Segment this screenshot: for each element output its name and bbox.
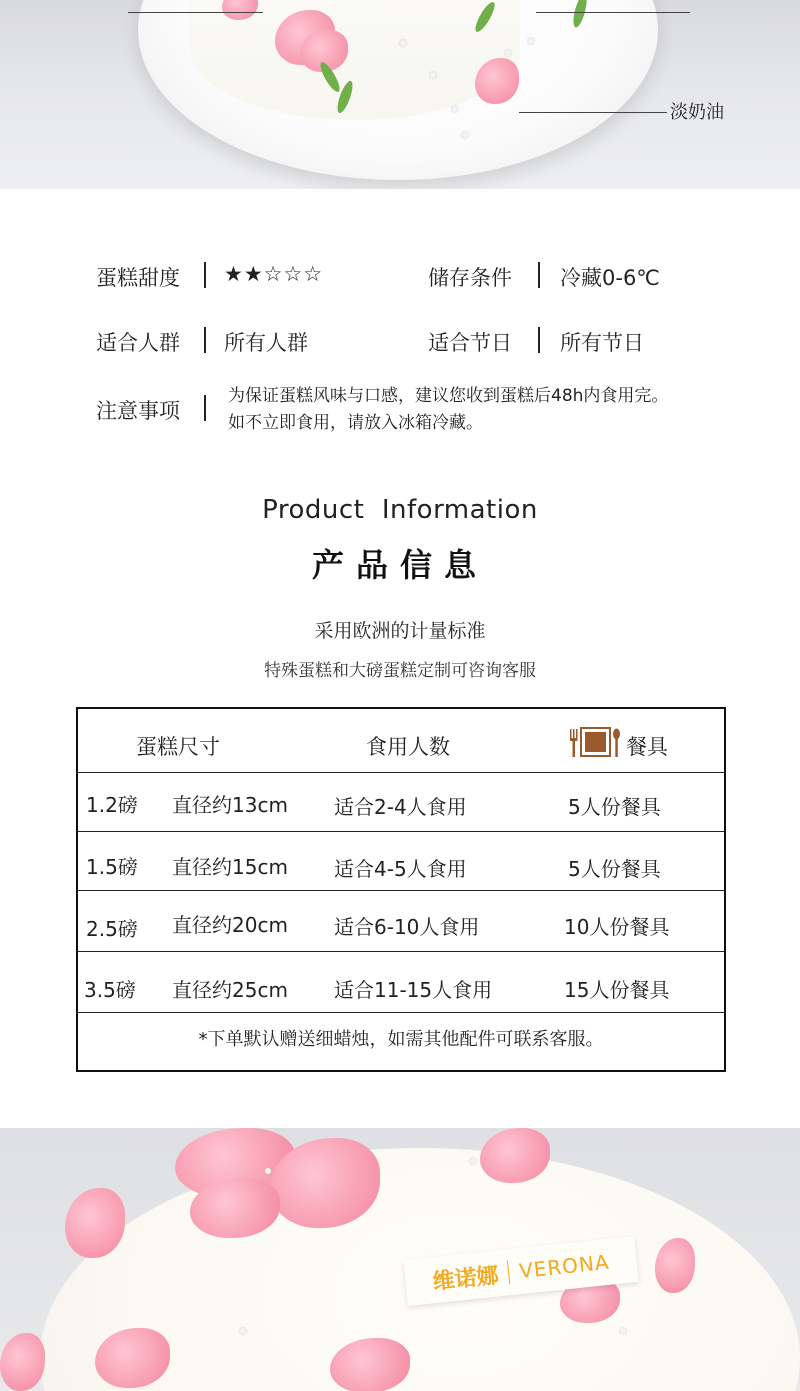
notice-line-2: 如不立即食用，请放入冰箱冷藏。: [228, 413, 483, 433]
pearl-decoration: [505, 50, 511, 56]
row-1-diameter: 直径约13cm: [172, 793, 288, 817]
row-4-tableware: 15人份餐具: [564, 978, 670, 1002]
row-2-diameter: 直径约15cm: [172, 855, 288, 879]
row-4-pounds: 3.5磅: [84, 978, 136, 1002]
pearl-decoration: [528, 38, 534, 44]
divider: [204, 395, 206, 421]
header-cake-size: 蛋糕尺寸: [136, 735, 220, 759]
divider: [538, 262, 540, 288]
notice-text: [228, 383, 788, 437]
table-footnote: *下单默认赠送细蜡烛，如需其他配件可联系客服。: [198, 1029, 604, 1050]
sweetness-stars: ★★☆☆☆: [224, 262, 324, 286]
divider: [204, 262, 206, 288]
pearl-decoration: [462, 132, 468, 138]
pearl-decoration: [620, 1328, 626, 1334]
row-3-tableware: 10人份餐具: [564, 915, 670, 939]
row-4-diameter: 直径约25cm: [172, 978, 288, 1002]
cream-callout-label: 淡奶油: [670, 102, 724, 123]
divider: [204, 327, 206, 353]
sweetness-label: 蛋糕甜度: [96, 266, 180, 290]
row-4-servings: 适合11-15人食用: [334, 978, 493, 1002]
petal-decoration: [0, 1333, 45, 1391]
pearl-decoration: [265, 1168, 271, 1174]
notice-label: 注意事项: [96, 399, 180, 423]
brand-separator: [507, 1260, 511, 1284]
row-1-servings: 适合2-4人食用: [334, 795, 467, 819]
row-2-pounds: 1.5磅: [86, 855, 138, 879]
row-3-pounds: 2.5磅: [86, 917, 138, 941]
table-divider: [78, 831, 724, 832]
size-table: [76, 707, 726, 1072]
row-2-servings: 适合4-5人食用: [334, 857, 467, 881]
pearl-decoration: [240, 1328, 246, 1334]
table-divider: [78, 890, 724, 891]
notice-line-1: 为保证蛋糕风味与口感，建议您收到蛋糕后48h内食用完。: [228, 386, 669, 406]
audience-value: 所有人群: [224, 331, 308, 355]
audience-label: 适合人群: [96, 331, 180, 355]
top-cake-photo: [0, 0, 800, 189]
row-2-tableware: 5人份餐具: [568, 857, 661, 881]
row-1-pounds: 1.2磅: [86, 793, 138, 817]
spoon-icon: [613, 729, 620, 758]
brand-name-cn: 维诺娜: [431, 1262, 500, 1295]
occasion-label: 适合节日: [428, 331, 512, 355]
row-3-diameter: 直径约20cm: [172, 913, 288, 937]
table-divider: [78, 951, 724, 952]
header-servings: 食用人数: [366, 735, 450, 759]
brand-name-en: VERONA: [517, 1249, 611, 1284]
measurement-standard-note: 采用欧洲的计量标准: [314, 620, 486, 642]
pearl-decoration: [400, 40, 406, 46]
fork-icon: [570, 729, 578, 757]
callout-line: [536, 12, 690, 13]
storage-label: 储存条件: [428, 266, 512, 290]
table-divider: [78, 1012, 724, 1013]
header-tableware: 餐具: [626, 735, 668, 759]
tableware-icon: [568, 725, 622, 759]
row-1-tableware: 5人份餐具: [568, 795, 661, 819]
callout-line: [128, 12, 263, 13]
section-title-en: Product Information: [262, 495, 538, 525]
section-title-cn: 产品信息: [311, 546, 488, 584]
pearl-decoration: [430, 72, 436, 78]
pearl-decoration: [470, 1158, 476, 1164]
pearl-decoration: [452, 106, 458, 112]
custom-order-note: 特殊蛋糕和大磅蛋糕定制可咨询客服: [264, 661, 536, 681]
callout-line: [519, 112, 667, 113]
row-3-servings: 适合6-10人食用: [334, 915, 480, 939]
table-divider: [78, 772, 724, 773]
bottom-cake-photo: [0, 1128, 800, 1391]
divider: [538, 327, 540, 353]
plate-icon: [581, 728, 610, 756]
storage-value: 冷藏0-6℃: [560, 266, 660, 290]
occasion-value: 所有节日: [560, 331, 644, 355]
